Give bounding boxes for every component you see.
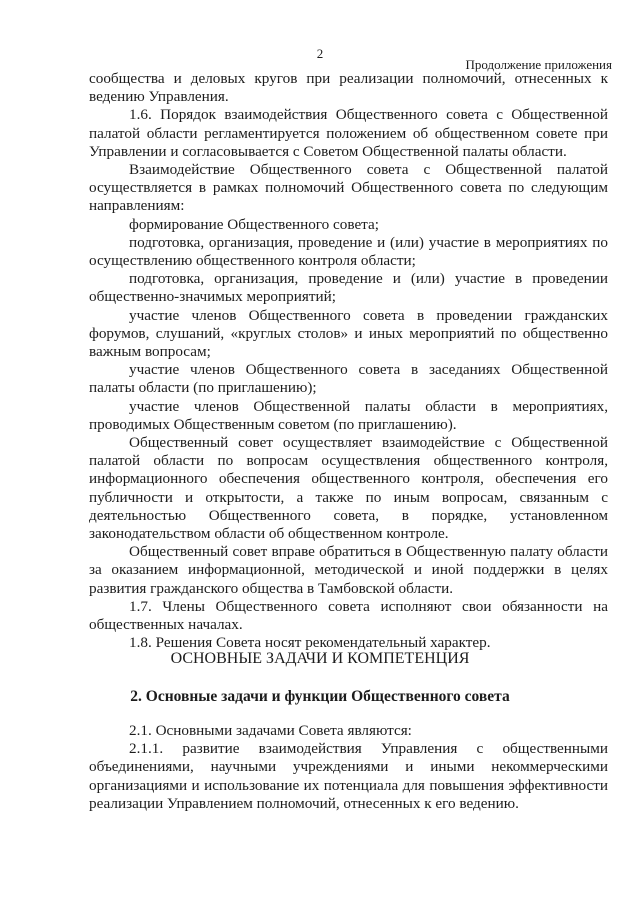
body-text-block (89, 70, 608, 653)
subsection-heading: 2. Основные задачи и функции Общественного совета (130, 688, 510, 705)
section-heading: ОСНОВНЫЕ ЗАДАЧИ И КОМПЕТЕНЦИЯ (170, 650, 470, 667)
page-number: 2 (316, 46, 324, 61)
body-text-block-2 (89, 722, 608, 813)
paragraph: Взаимодействие Общественного совета с Общественной палатой осуществляется в рамках полномочий Общественного совета по следующим направлениям: (89, 161, 608, 215)
paragraph: 1.8. Решения Совета носят рекомендательный характер. (129, 634, 491, 652)
paragraph: подготовка, организация, проведение и (или) участие в проведении общественно-значимых мероприятий; (89, 270, 608, 306)
paragraph: 1.7. Члены Общественного совета исполняют свои обязанности на общественных началах. (89, 597, 608, 634)
paragraph: сообщества и деловых кругов при реализации полномочий, отнесенных к ведению Управления. (89, 70, 608, 106)
continuation-note: Продолжение приложения (465, 57, 612, 72)
paragraph: формирование Общественного совета; (129, 215, 379, 233)
paragraph: подготовка, организация, проведение и (или) участие в мероприятиях по осуществлению общественного контроля области; (89, 233, 608, 270)
paragraph: участие членов Общественного совета в заседаниях Общественной палаты области (по приглашению); (89, 361, 608, 397)
paragraph: 2.1.1. развитие взаимодействия Управления с общественными объединениями, научными учреждениями и иными некоммерческими организациями и использование их потенциала для повышения эффективности реализации Управлением полномочий, отнесенных к его ведению. (89, 740, 608, 812)
paragraph: участие членов Общественной палаты области в мероприятиях, проводимых Общественным советом (по приглашению). (89, 397, 608, 433)
paragraph: Общественный совет вправе обратиться в Общественную палату области за оказанием информационной, методической и иной поддержки в целях развития гражданского общества в Тамбовской области. (89, 543, 608, 597)
paragraph: 2.1. Основными задачами Совета являются: (129, 722, 412, 739)
paragraph: Общественный совет осуществляет взаимодействие с Общественной палатой области по вопросам осуществления общественного контроля, информационного обеспечения общественного контроля, обеспечения его публичности и открытости, а также по иным вопросам, связанным с деятельностью Общественного совета, в порядке, установленном законодательством области об общественном контроле. (89, 434, 608, 543)
paragraph: 1.6. Порядок взаимодействия Общественного совета с Общественной палатой области регламентируется положением об общественном совете при Управлении и согласовывается с Советом Общественной палаты области. (89, 106, 608, 160)
paragraph: участие членов Общественного совета в проведении гражданских форумов, слушаний, «круглых столов» и иных мероприятий по общественно важным вопросам; (89, 306, 608, 361)
